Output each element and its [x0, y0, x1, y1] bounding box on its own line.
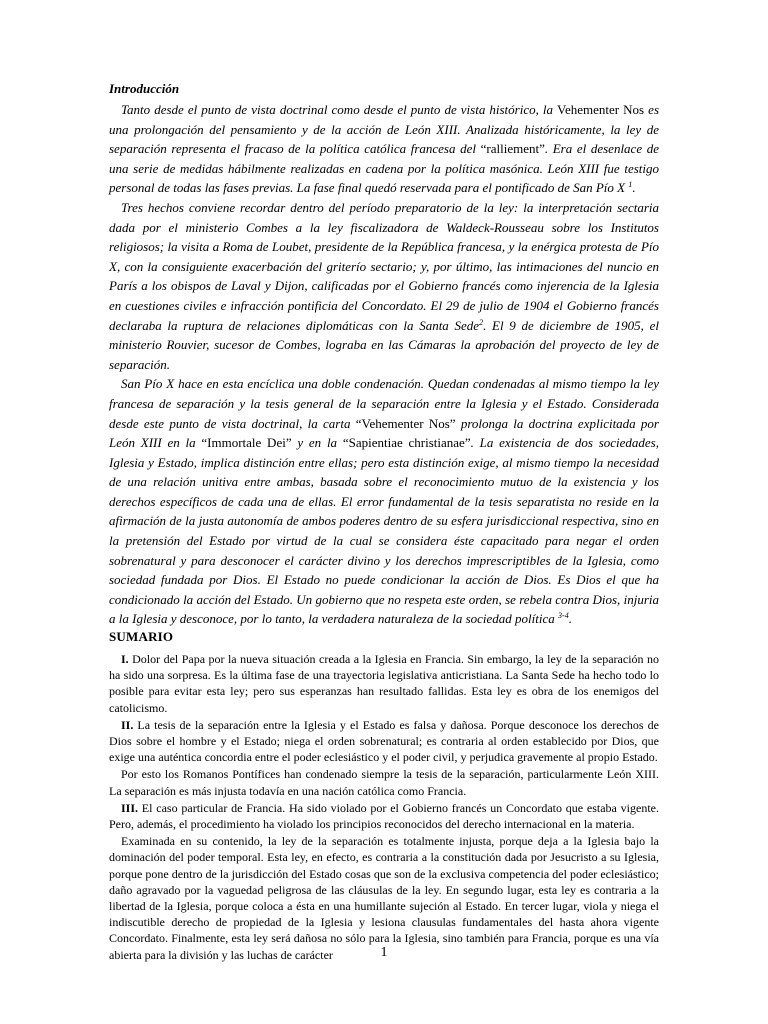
sumario-paragraph: II. La tesis de la separación entre la Iglesia y el Estado es falsa y dañosa. Porque desconoce los derechos de Dios sobre el hombre y el Estado; niega el orden sobrenatural; es contraria al orden establecido por Dios, que exige una auténtica concordia entre el poder eclesiástico y el poder civil, y perjudica gravemente al propio Estado. — [109, 717, 659, 765]
intro-paragraph-3: San Pío X hace en esta encíclica una doble condenación. Quedan condenadas al mismo tiempo la ley francesa de separación y la tesis general de la separación entre la Iglesia y el Estado. Considerada desde este punto de vista doctrinal, la carta “Vehementer Nos” prolonga la doctrina explicitada por León XIII en la “Immortale Dei” y en la “Sapientiae christianae”. La existencia de dos sociedades, Iglesia y Estado, implica distinción entre ellas; pero esta distinción exige, al mismo tiempo la necesidad de una relación unitiva entre ambas, basada sobre el reconocimiento mutuo de la existencia y los derechos específicos de cada una de ellas. El error fundamental de la tesis separatista no reside en la afirmación de la justa autonomía de ambos poderes dentro de su esfera jurisdiccional respectiva, sino en la pretensión del Estado por virtud de la cual se considera éste capacitado para negar el orden sobrenatural y para desconocer el carácter divino y los derechos imprescriptibles de la Iglesia, como sociedad fundada por Dios. El Estado no puede condicionar la acción de Dios. Es Dios el que ha condicionado la acción del Estado. Un gobierno que no respeta este orden, se rebela contra Dios, injuria a la Iglesia y desconoce, por lo tanto, la verdadera naturaleza de la sociedad política $^{3-4}$. — [109, 376, 659, 627]
introduction-heading: Introducción — [109, 81, 180, 96]
sumario-paragraph: I. Dolor del Papa por la nueva situación creada a la Iglesia en Francia. Sin embargo, la ley de la separación no ha sido una sorpresa. Es la última fase de una trayectoria legislativa anticristiana. La Santa Sede ha hecho todo lo posible para evitar esta ley; pero sus esperanzas han resultado fallidas. Esta ley es obra de los enemigos del catolicismo. — [109, 652, 659, 715]
section-number: II. — [121, 717, 134, 732]
sumario-heading: SUMARIO — [109, 629, 174, 645]
sumario-paragraph: III. El caso particular de Francia. Ha sido violado por el Gobierno francés un Concordato que estaba vigente. Pero, además, el procedimiento ha violado los principios reconocidos del derecho internacional en la materia. — [109, 800, 659, 832]
sumario-section — [109, 629, 659, 963]
introduction-section — [109, 81, 659, 629]
section-number: I. — [121, 652, 129, 667]
sumario-paragraph: Examinada en su contenido, la ley de la separación es totalmente injusta, porque deja a la Iglesia bajo la dominación del poder temporal. Esta ley, en efecto, es contraria a la constitución dada por Jesucristo a su Iglesia, porque pone dentro de la jurisdicción del Estado cosas que son de la exclusiva competencia del poder eclesiástico; daño agravado por la vaguedad peligrosa de las cláusulas de la ley. En segundo lugar, esta ley es contraria a la libertad de la Iglesia, porque coloca a ésta en una humillante sujeción al Estado. En tercer lugar, viola y niega el indiscutible derecho de propiedad de la Iglesia y lesiona clausulas fundamentales del hasta ahora vigente Concordato. Finalmente, esta ley será dañosa no sólo para la Iglesia, sino también para Francia, porque es una vía abierta para la división y las luchas de carácter — [109, 834, 659, 962]
footnote-ref-1[interactable]: 1 — [628, 180, 633, 190]
sumario-paragraph: Por esto los Romanos Pontífices han condenado siempre la tesis de la separación, particularmente León XIII. La separación es más injusta todavía en una nación católica como Francia. — [109, 767, 659, 798]
page-number: 1 — [380, 945, 388, 960]
intro-paragraph-2: Tres hechos conviene recordar dentro del período preparatorio de la ley: la interpretación sectaria dada por el ministerio Combes a la ley fiscalizadora de Waldeck-Rousseau sobre los Institutos religiosos; la visita a Roma de Loubet, presidente de la República francesa, y la enérgica protesta de Pío X, con la consiguiente exacerbación del griterío sectario; y, por último, las intimaciones del nuncio en París a los obispos de Laval y Dijon, calificadas por el Gobierno francés como injerencia de la Iglesia en cuestiones civiles e infracción pontificia del Concordato. El 29 de julio de 1904 el Gobierno francés declaraba la ruptura de relaciones diplomáticas con la Santa Sede$^2$. El 9 de diciembre de 1905, el ministerio Rouvier, sucesor de Combes, lograba en las Cámaras la aprobación del proyecto de ley de separación. — [109, 199, 659, 372]
footnote-ref-2[interactable]: 2 — [479, 317, 484, 327]
section-number: III. — [121, 800, 139, 815]
page-content — [109, 81, 659, 964]
intro-paragraph-1: Tanto desde el punto de vista doctrinal como desde el punto de vista histórico, la Vehementer Nos es una prolongación del pensamiento y de la acción de León XIII. Analizada históricamente, la ley de separación representa el fracaso de la política católica francesa del “ralliement”. Era el desenlace de una serie de medidas hábilmente realizadas en cadena por la política masónica. León XIII fue testigo personal de todas las fases previas. La fase final quedó reservada para el pontificado de San Pío X $^1$. — [109, 102, 659, 196]
footnote-ref-3-4[interactable]: 3-4 — [558, 611, 569, 621]
